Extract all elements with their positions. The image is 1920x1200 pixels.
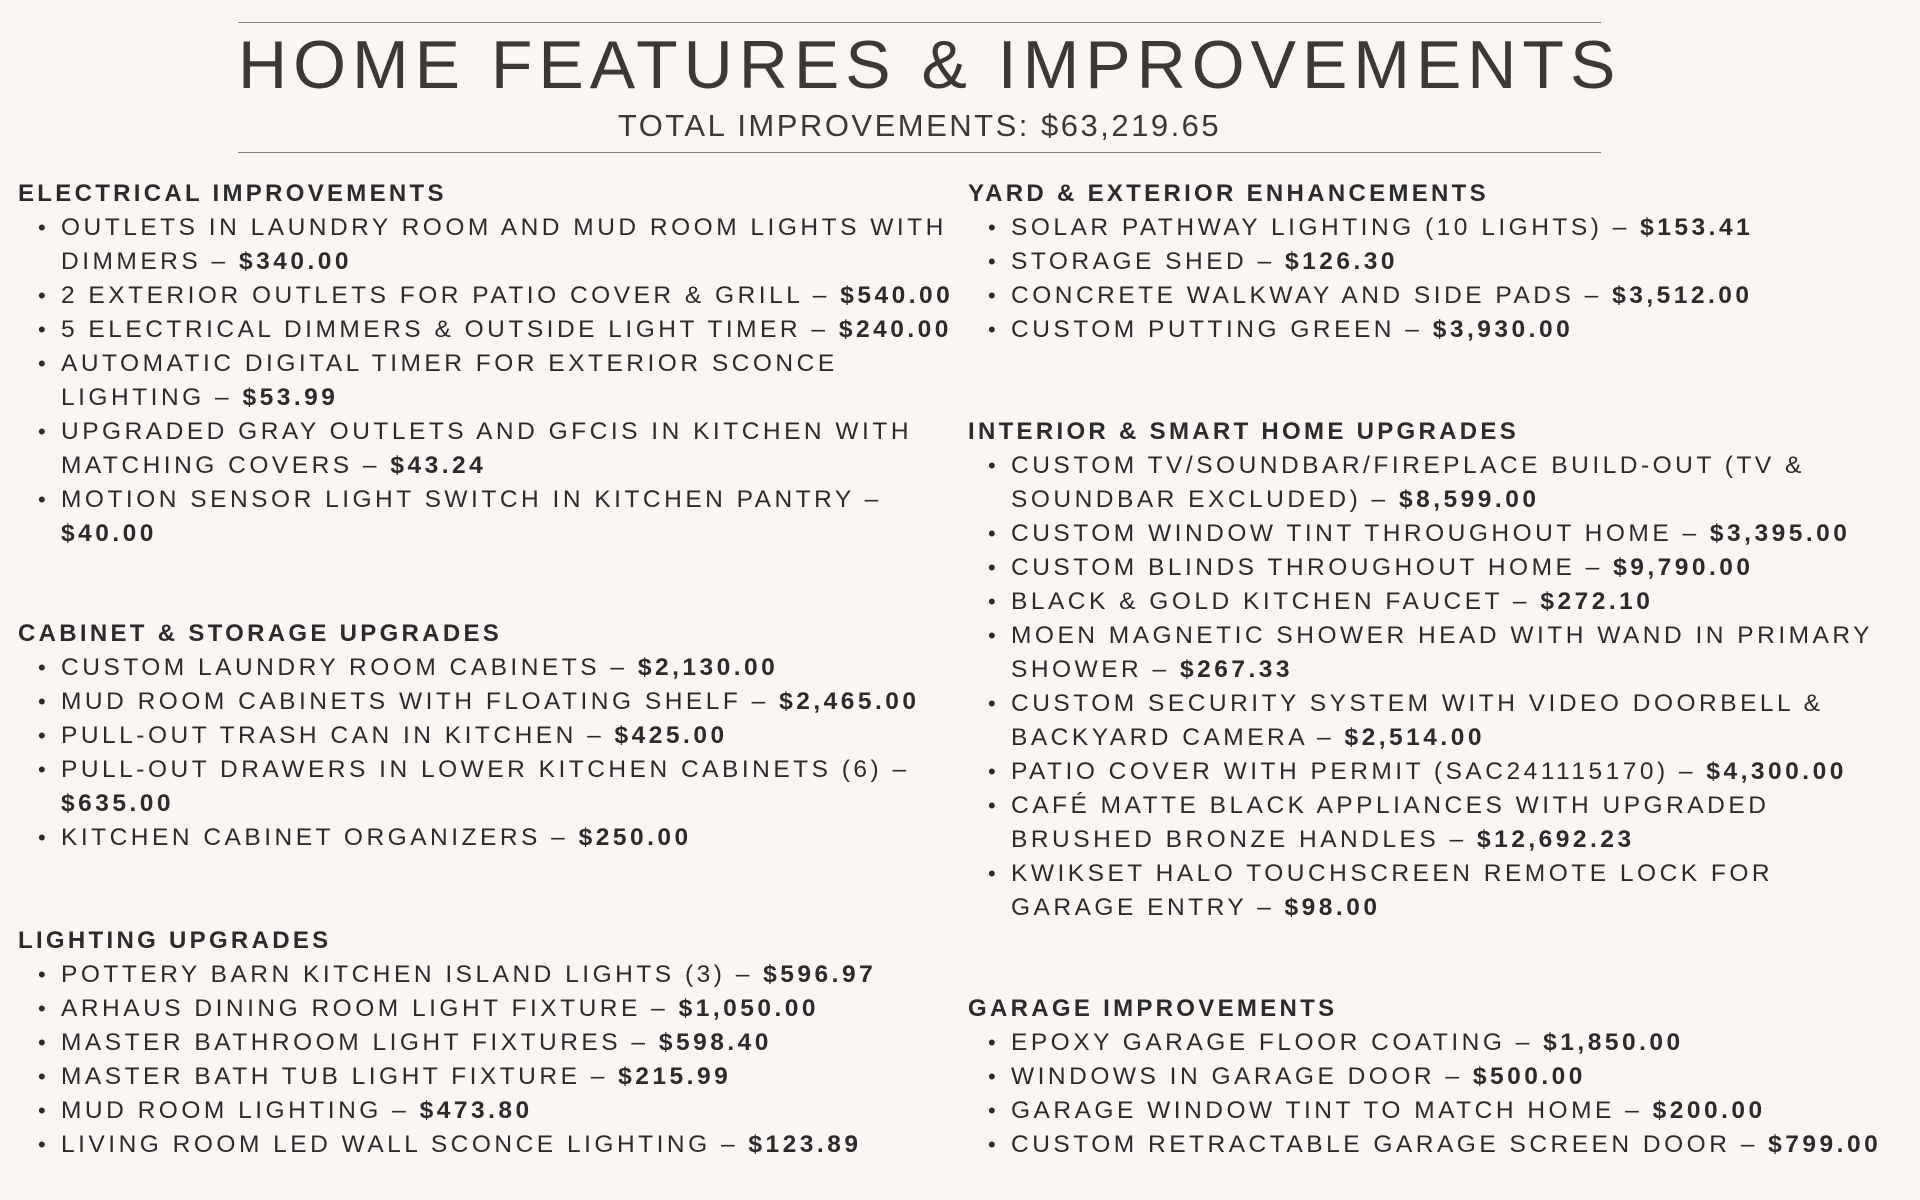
item-description: BLACK & GOLD KITCHEN FAUCET –: [1011, 588, 1541, 615]
section-title: GARAGE IMPROVEMENTS: [968, 995, 1338, 1022]
bullet-icon: •: [988, 861, 1000, 886]
list-item: [18, 279, 968, 313]
item-description: KITCHEN CABINET ORGANIZERS –: [61, 824, 579, 851]
list-item: [968, 755, 1908, 789]
bullet-icon: •: [988, 453, 1000, 478]
item-price: $215.99: [618, 1063, 732, 1090]
bullet-icon: •: [38, 1064, 50, 1089]
item-price: $40.00: [61, 520, 157, 547]
item-description: LIVING ROOM LED WALL SCONCE LIGHTING –: [61, 1131, 749, 1158]
list-item: [968, 211, 1908, 245]
bullet-icon: •: [38, 757, 50, 782]
bullet-icon: •: [38, 419, 50, 444]
bullet-icon: •: [38, 689, 50, 714]
item-price: $98.00: [1284, 894, 1381, 921]
item-price: $3,512.00: [1612, 282, 1753, 309]
item-price: $540.00: [840, 282, 954, 309]
item-price: $272.10: [1540, 588, 1654, 615]
list-item: [968, 1060, 1908, 1094]
section-garage: [968, 992, 1908, 1162]
bullet-icon: •: [988, 521, 1000, 546]
bullet-icon: •: [38, 825, 50, 850]
item-price: $340.00: [238, 248, 352, 275]
list-item: [968, 551, 1908, 585]
list-item: [968, 1128, 1908, 1162]
section-title: YARD & EXTERIOR ENHANCEMENTS: [968, 180, 1489, 207]
item-description: STORAGE SHED –: [1011, 248, 1285, 275]
bullet-icon: •: [988, 283, 1000, 308]
item-list: [18, 958, 968, 1162]
list-item: [968, 449, 1908, 517]
item-price: $799.00: [1768, 1131, 1882, 1158]
item-list: [18, 651, 968, 855]
list-item: [18, 415, 968, 483]
list-item: [968, 313, 1908, 347]
list-item: [968, 279, 1908, 313]
bullet-icon: •: [38, 215, 50, 240]
item-price: $635.00: [61, 790, 175, 817]
list-item: [968, 619, 1908, 687]
list-item: [18, 313, 968, 347]
item-price: $9,790.00: [1613, 554, 1754, 581]
item-price: $425.00: [614, 722, 728, 749]
item-price: $43.24: [390, 452, 487, 479]
header: [238, 22, 1622, 154]
item-description: KWIKSET HALO TOUCHSCREEN REMOTE LOCK FOR GARAGE ENTRY –: [1011, 860, 1774, 921]
item-description: MOTION SENSOR LIGHT SWITCH IN KITCHEN PANTRY –: [61, 486, 882, 513]
bullet-icon: •: [38, 723, 50, 748]
bullet-icon: •: [38, 351, 50, 376]
bullet-icon: •: [988, 1030, 1000, 1055]
item-description: PULL-OUT DRAWERS IN LOWER KITCHEN CABINETS (6) –: [61, 756, 910, 783]
bullet-icon: •: [988, 759, 1000, 784]
item-description: CUSTOM WINDOW TINT THROUGHOUT HOME –: [1011, 520, 1710, 547]
item-price: $126.30: [1284, 248, 1399, 275]
item-description: CUSTOM BLINDS THROUGHOUT HOME –: [1011, 554, 1614, 581]
bullet-icon: •: [38, 1098, 50, 1123]
item-price: $200.00: [1652, 1097, 1766, 1124]
item-description: CUSTOM PUTTING GREEN –: [1011, 316, 1433, 343]
list-item: [18, 753, 968, 821]
item-description: MASTER BATH TUB LIGHT FIXTURE –: [61, 1063, 619, 1090]
item-description: WINDOWS IN GARAGE DOOR –: [1011, 1063, 1473, 1090]
bullet-icon: •: [38, 487, 50, 512]
bullet-icon: •: [988, 555, 1000, 580]
list-item: [968, 517, 1908, 551]
bullet-icon: •: [988, 623, 1000, 648]
item-description: MASTER BATHROOM LIGHT FIXTURES –: [61, 1029, 659, 1056]
item-price: $500.00: [1472, 1063, 1586, 1090]
section-title: INTERIOR & SMART HOME UPGRADES: [968, 418, 1520, 445]
bullet-icon: •: [988, 1132, 1000, 1157]
list-item: [968, 687, 1908, 755]
item-price: $123.89: [748, 1131, 862, 1158]
item-description: SOLAR PATHWAY LIGHTING (10 LIGHTS) –: [1011, 214, 1641, 241]
item-price: $1,850.00: [1543, 1029, 1684, 1056]
item-description: MUD ROOM LIGHTING –: [61, 1097, 420, 1124]
page-title: HOME FEATURES & IMPROVEMENTS: [238, 27, 1622, 103]
item-description: ARHAUS DINING ROOM LIGHT FIXTURE –: [61, 995, 679, 1022]
list-item: [968, 585, 1908, 619]
bullet-icon: •: [988, 215, 1000, 240]
list-item: [968, 789, 1908, 857]
bullet-icon: •: [988, 1098, 1000, 1123]
item-list: [968, 449, 1908, 925]
total-improvements: TOTAL IMPROVEMENTS: $63,219.65: [617, 108, 1222, 143]
item-price: $2,514.00: [1344, 724, 1485, 751]
section-title: LIGHTING UPGRADES: [18, 927, 332, 954]
list-item: [968, 1094, 1908, 1128]
list-item: [18, 719, 968, 753]
bullet-icon: •: [988, 317, 1000, 342]
item-list: [968, 211, 1908, 347]
bullet-icon: •: [38, 317, 50, 342]
bullet-icon: •: [38, 996, 50, 1021]
item-description: MOEN MAGNETIC SHOWER HEAD WITH WAND IN PRIMARY SHOWER –: [1011, 622, 1873, 683]
list-item: [968, 1026, 1908, 1060]
item-description: 5 ELECTRICAL DIMMERS & OUTSIDE LIGHT TIMER –: [61, 316, 839, 343]
item-description: GARAGE WINDOW TINT TO MATCH HOME –: [1011, 1097, 1653, 1124]
item-price: $3,930.00: [1432, 316, 1574, 343]
item-description: AUTOMATIC DIGITAL TIMER FOR EXTERIOR SCONCE LIGHTING –: [61, 350, 838, 411]
section-title: CABINET & STORAGE UPGRADES: [18, 620, 503, 647]
item-description: CONCRETE WALKWAY AND SIDE PADS –: [1011, 282, 1613, 309]
item-description: CAFÉ MATTE BLACK APPLIANCES WITH UPGRADED BRUSHED BRONZE HANDLES –: [1011, 792, 1770, 853]
bullet-icon: •: [38, 283, 50, 308]
item-price: $2,130.00: [637, 654, 779, 681]
item-description: EPOXY GARAGE FLOOR COATING –: [1011, 1029, 1544, 1056]
item-price: $3,395.00: [1709, 520, 1851, 547]
list-item: [968, 857, 1908, 925]
item-price: $250.00: [578, 824, 692, 851]
item-list: [968, 1026, 1908, 1162]
list-item: [18, 1060, 968, 1094]
section-yard: [968, 177, 1908, 347]
item-price: $596.97: [763, 961, 877, 988]
bullet-icon: •: [988, 249, 1000, 274]
header-bottom-rule: [238, 152, 1601, 153]
section-cabinet: [18, 617, 968, 855]
item-price: $12,692.23: [1476, 826, 1635, 853]
item-description: CUSTOM SECURITY SYSTEM WITH VIDEO DOORBELL & BACKYARD CAMERA –: [1011, 690, 1824, 751]
item-description: CUSTOM TV/SOUNDBAR/FIREPLACE BUILD-OUT (TV & SOUNDBAR EXCLUDED) –: [1011, 452, 1805, 513]
item-price: $240.00: [838, 316, 952, 343]
list-item: [18, 821, 968, 855]
list-item: [18, 651, 968, 685]
list-item: [18, 1128, 968, 1162]
item-description: UPGRADED GRAY OUTLETS AND GFCIS IN KITCHEN WITH MATCHING COVERS –: [61, 418, 913, 479]
list-item: [18, 483, 968, 551]
item-price: $473.80: [419, 1097, 533, 1124]
item-description: CUSTOM LAUNDRY ROOM CABINETS –: [61, 654, 638, 681]
item-price: $8,599.00: [1398, 486, 1540, 513]
bullet-icon: •: [988, 691, 1000, 716]
bullet-icon: •: [38, 655, 50, 680]
item-description: 2 EXTERIOR OUTLETS FOR PATIO COVER & GRILL –: [61, 282, 841, 309]
bullet-icon: •: [38, 1030, 50, 1055]
item-price: $2,465.00: [779, 688, 920, 715]
list-item: [18, 1094, 968, 1128]
item-price: $1,050.00: [678, 995, 820, 1022]
bullet-icon: •: [988, 589, 1000, 614]
section-electrical: [18, 177, 968, 551]
bullet-icon: •: [38, 1132, 50, 1157]
item-price: $598.40: [658, 1029, 772, 1056]
section-interior: [968, 415, 1908, 925]
item-description: CUSTOM RETRACTABLE GARAGE SCREEN DOOR –: [1011, 1131, 1769, 1158]
list-item: [18, 211, 968, 279]
bullet-icon: •: [988, 1064, 1000, 1089]
item-price: $267.33: [1180, 656, 1294, 683]
header-top-rule: [238, 22, 1601, 23]
item-description: PULL-OUT TRASH CAN IN KITCHEN –: [61, 722, 615, 749]
bullet-icon: •: [988, 793, 1000, 818]
item-description: OUTLETS IN LAUNDRY ROOM AND MUD ROOM LIGHTS WITH DIMMERS –: [61, 214, 947, 275]
item-price: $153.41: [1640, 214, 1754, 241]
section-title: ELECTRICAL IMPROVEMENTS: [18, 180, 447, 207]
item-description: POTTERY BARN KITCHEN ISLAND LIGHTS (3) –: [61, 961, 764, 988]
list-item: [18, 347, 968, 415]
item-price: $4,300.00: [1706, 758, 1847, 785]
item-description: MUD ROOM CABINETS WITH FLOATING SHELF –: [61, 688, 780, 715]
bullet-icon: •: [38, 962, 50, 987]
item-description: PATIO COVER WITH PERMIT (SAC241115170) –: [1011, 758, 1707, 785]
list-item: [968, 245, 1908, 279]
list-item: [18, 1026, 968, 1060]
item-list: [18, 211, 968, 551]
section-lighting: [18, 924, 968, 1162]
list-item: [18, 685, 968, 719]
list-item: [18, 958, 968, 992]
list-item: [18, 992, 968, 1026]
item-price: $53.99: [242, 384, 339, 411]
